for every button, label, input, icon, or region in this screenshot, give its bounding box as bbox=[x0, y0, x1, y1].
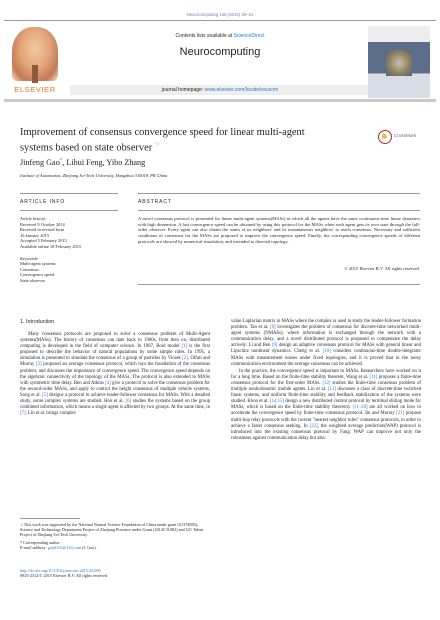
keyword: Consensus bbox=[20, 266, 39, 272]
email-suffix: (J. Gao). bbox=[81, 544, 97, 550]
journal-reference: Neurocomputing 158 (2015) 26–31 bbox=[186, 12, 254, 17]
crossmark-icon bbox=[378, 130, 392, 144]
keyword: Multi-agent systems bbox=[20, 261, 56, 267]
body-text-segment: is the first proposed to describe the behavior of natural populations by some simple rules. In 1995, a simulation is presented to simulate the consensus of a group of particles by Vicsek bbox=[20, 344, 210, 362]
body-text-segment: discusses a class of discrete-time switched linear systems, and uniform finite-time stability and feedback stabilization of the systems were studied. Khoo et al. bbox=[231, 387, 421, 405]
body-text-segment: studies the systems based on the group combined information, which means a single agent is affected by two groups. At the same time, in bbox=[20, 399, 210, 411]
right-column bbox=[231, 319, 421, 442]
body-text-segment: give a protocol to solve the consensus problem for the second-order MASs, and apply to control the height consensus of multiple vehicle systems. Song et al. bbox=[20, 380, 211, 398]
body-text-segment: . Olfati and Murray bbox=[20, 356, 210, 368]
body-text-segment: proposed an average consensus protocol, which lays the foundation of the consensus problem, and discusses the importance of convergence speed. The convergence speed depends on the algebraic connectivity of the topology of the MASs. The protocol is also extended to MASs with symmetric time delay. Ren and Atkins bbox=[20, 362, 210, 386]
email-line bbox=[20, 545, 210, 550]
corresponding-author-note: * Corresponding author. bbox=[20, 539, 61, 545]
abstract-top-rule bbox=[138, 193, 420, 194]
doi-link[interactable]: http://dx.doi.org/10.1016/j.neucom.2015.02.009 bbox=[20, 568, 101, 573]
paper-title bbox=[20, 126, 340, 154]
keyword: Convergence speed bbox=[20, 272, 55, 278]
citation-link[interactable]: [2] bbox=[182, 356, 188, 362]
body-text-segment: , the weighted average prediction(WAP) protocol is introduced into the existing consensus protocol by Fang. WAP can improve not only the robustness against communication delay but also bbox=[231, 423, 421, 441]
footnotes bbox=[20, 518, 210, 550]
keywords-heading: Keywords: bbox=[20, 255, 39, 261]
citation-link[interactable]: [1] bbox=[181, 344, 188, 350]
history-item: Received 9 October 2014 bbox=[20, 221, 65, 227]
citation-link[interactable]: [6] bbox=[125, 399, 132, 405]
citation-link[interactable]: [11–20] bbox=[352, 405, 368, 411]
history-item: Available online 18 February 2015 bbox=[20, 243, 82, 249]
abstract-bottom-rule bbox=[138, 284, 420, 285]
body-text-segment: value Laplacian matrix in MASs where the complex is used to study the leader-follower formation problem. Tan et al. bbox=[231, 319, 421, 331]
homepage-label: journal homepage: bbox=[161, 87, 205, 93]
contents-prefix: Contents lists available at bbox=[175, 33, 234, 39]
article-info-heading: ARTICLE INFO bbox=[20, 199, 66, 205]
history-item: Accepted 5 February 2015 bbox=[20, 238, 67, 244]
body-text-segment: propose multi-hop relay protocols with the current "nearest neighbor rules" consensus protocols, in order to achieve a faster consensus seeking. In bbox=[231, 411, 421, 429]
introduction-heading: 1. Introduction bbox=[20, 319, 55, 325]
abstract-text: A novel consensus protocol is presented for linear multi-agent systems(MASs) in which all the agents have the same continuous-time linear dynamics with high dimension. A fast convergence speed can be obtained by using this protocol for the MASs when each agent gets its own state through the full-order observer. Every agent can also obtain the states of its neighbors' and its instantaneous neighbors' to reach consensus. Necessary and sufficient conditions of consensus for the MASs are proposed to improve the convergence speed. Finally, the corresponding convergence speeds of different protocols are showed by numerical simulation, and extended to directed topology. bbox=[138, 216, 420, 244]
left-column bbox=[20, 319, 210, 417]
info-top-rule bbox=[20, 193, 118, 194]
citation-link[interactable]: [11] bbox=[369, 374, 378, 380]
abstract-copyright: © 2015 Elsevier B.V. All rights reserved. bbox=[344, 266, 420, 271]
body-text-segment: considers continuous-time double-integrator MASs with measurement noises under fixed topologies, and it is proved that in the noisy communication environment the average consensus can be achieved. bbox=[231, 349, 421, 367]
author-affiliation: Institute of Automation, Zhejiang Sci-Tech University, Hangzhou 310018, PR China bbox=[20, 173, 168, 178]
intro-paragraph bbox=[231, 369, 421, 442]
body-text-segment: studies the finite-time consensus problem of multiple nonholonomic mobile agents. Lin et al. bbox=[231, 380, 421, 393]
citation-link[interactable]: [4] bbox=[105, 380, 111, 386]
journal-cover-image[interactable] bbox=[368, 26, 430, 98]
issn-line: 0925-2312/© 2015 Elsevier B.V. All rights reserved. bbox=[20, 573, 109, 579]
homepage-link[interactable]: www.elsevier.com/locate/neucom bbox=[204, 87, 279, 93]
citation-link[interactable]: [22] bbox=[309, 423, 318, 429]
abstract-heading-rule bbox=[138, 210, 420, 211]
sciencedirect-link[interactable]: ScienceDirect bbox=[233, 33, 265, 39]
body-text-segment: , Lin et al. brings complex bbox=[25, 411, 77, 417]
citation-link[interactable]: [21] bbox=[396, 411, 405, 417]
crossmark-badge[interactable] bbox=[378, 130, 422, 146]
citation-link[interactable]: [12] bbox=[322, 380, 331, 386]
body-text-segment: design an adaptive consensus protocol for MASs with general linear and Lipschitz nonlinear dynamics. Cheng et al. bbox=[231, 343, 421, 355]
intro-paragraph bbox=[20, 332, 210, 417]
footnote-rule bbox=[20, 518, 80, 519]
body-text-segment: In the practice, the convergence speed is important to MASs. Researchers have worked on it for a long time. Based on the finite-time stability theorem, Wang et al. bbox=[231, 368, 421, 380]
corresponding-author-marker[interactable]: * bbox=[59, 158, 63, 164]
tree-trunk-icon bbox=[32, 65, 38, 83]
author-name[interactable]: Jinfeng Gao bbox=[20, 158, 60, 167]
citation-link[interactable]: [7] bbox=[20, 411, 26, 417]
author-name[interactable]: Yibo Zhang bbox=[106, 158, 146, 167]
title-footnote-marker[interactable]: ☆ bbox=[154, 142, 161, 148]
body-text-segment: are all worked on how to accelerate the convergence speed by finite-time consensus protocol. Jin and Murray bbox=[231, 405, 421, 417]
history-item: 16 January 2015 bbox=[20, 232, 50, 238]
email-label: E-mail address: bbox=[20, 544, 48, 550]
citation-link[interactable]: [13] bbox=[327, 387, 336, 393]
email-link[interactable]: gaojf163@163.com bbox=[47, 544, 82, 550]
citation-link[interactable]: [10] bbox=[322, 349, 331, 355]
history-item: Received in revised form bbox=[20, 227, 65, 233]
cover-artwork bbox=[386, 50, 412, 76]
citation-link[interactable]: [14,15] bbox=[270, 399, 284, 405]
body-text-segment: proposes a finite-time consensus protocol for the first-order MASs. bbox=[231, 374, 422, 386]
citation-link[interactable]: [8] bbox=[269, 325, 276, 331]
citation-link[interactable]: [9] bbox=[271, 343, 278, 349]
history-heading: Article history: bbox=[20, 216, 47, 221]
keyword: State observer bbox=[20, 277, 45, 283]
funding-footnote: ☆This work was supported by the National Natural Science Foundation of China under grant (61374083), Science and Technology Department Project of Zhejiang Province under Grant (2014C31082) and 521 Talent Project of Zhejiang Sci-Tech University. bbox=[20, 522, 204, 538]
body-text-segment: investigates the problem of consensus for discrete-time networked multi-agent systems (NMASs), where information is exchanged through the network with a communication delay, and a novel distributed protocol is proposed to compensate the delay actively. Li and Ren bbox=[231, 325, 421, 349]
crossmark-label: CrossMark bbox=[394, 133, 417, 138]
intro-paragraph-continued bbox=[231, 319, 421, 368]
article-info bbox=[20, 216, 118, 284]
author-name[interactable]: Lihui Feng bbox=[66, 158, 103, 167]
body-text-segment: design a new distributed control protocol by terminal sliding mode for MASs, which is based on the finite-time stability theorem). bbox=[231, 399, 421, 411]
citation-link[interactable]: [3] bbox=[36, 362, 42, 368]
author-list: Jinfeng Gao*, Lihui Feng, Yibo Zhang bbox=[20, 158, 146, 167]
doi-block bbox=[20, 568, 210, 578]
paper-title-text: Improvement of consensus convergence speed for linear multi-agent systems based on state observer bbox=[20, 127, 305, 154]
journal-title: Neurocomputing bbox=[179, 46, 261, 58]
body-text-segment: Many consensus protocols are proposed to solve a consensus problem of Multi-Agent systems(MASs). The history of consensus can date back to 1960s, from then on, distributed computing is developed in the field of computer science. In 1987, Boid model bbox=[20, 332, 210, 350]
citation-link[interactable]: [5] bbox=[42, 392, 48, 398]
journal-homepage-bar bbox=[70, 85, 370, 95]
publisher-name: ELSEVIER bbox=[14, 85, 56, 94]
body-text-segment: designs a protocol to achieve leader-follower consensus for MASs. With a detailed study, some complex systems are studied. Hou et al. bbox=[20, 392, 210, 405]
info-heading-rule bbox=[20, 210, 118, 211]
abstract-heading: ABSTRACT bbox=[138, 199, 172, 205]
